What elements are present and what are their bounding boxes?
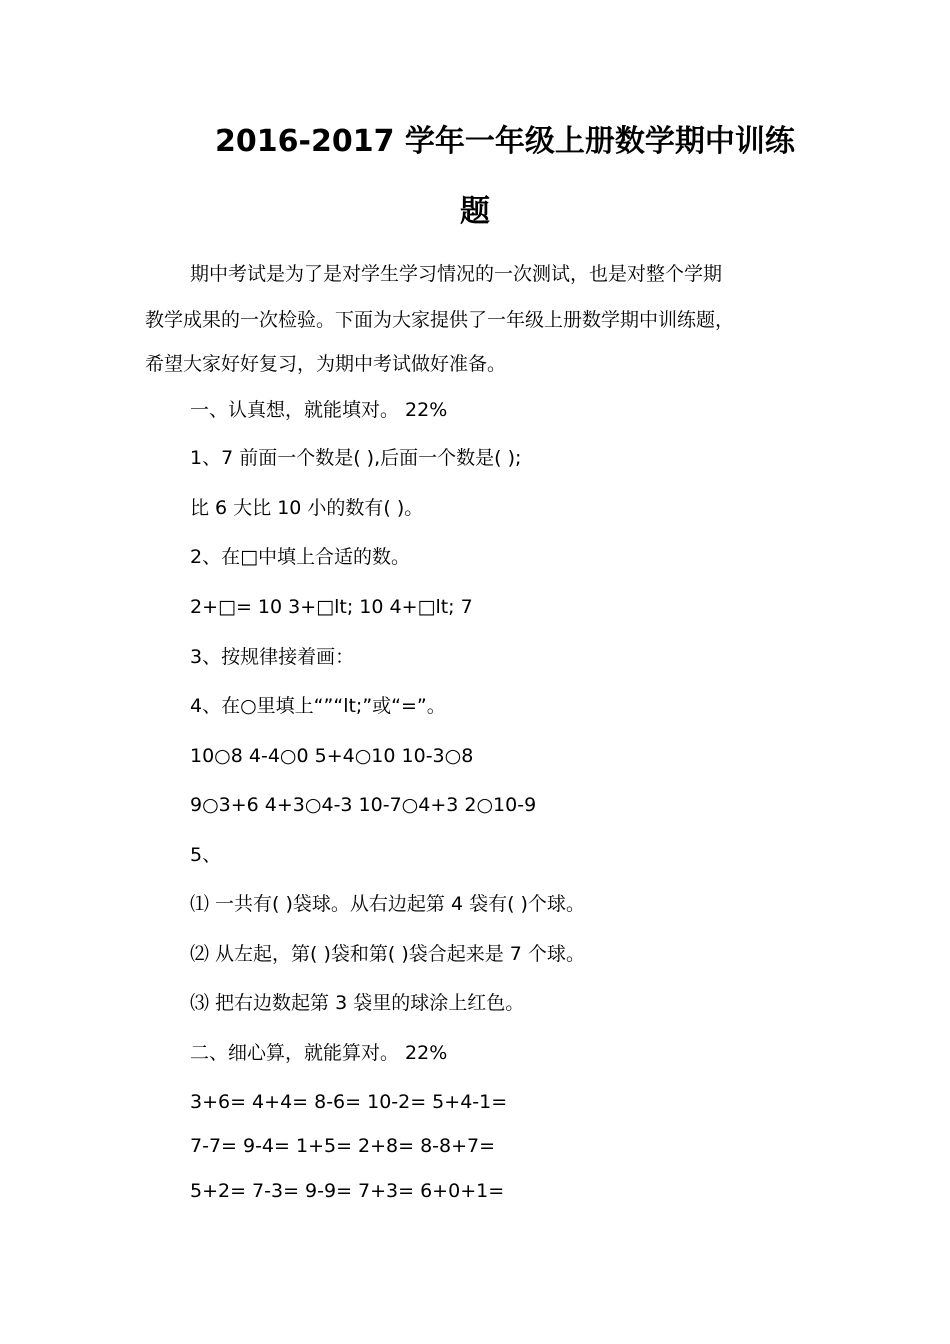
question-line: ⑵ 从左起，第( )袋和第( )袋合起来是 7 个球。 — [190, 943, 585, 965]
arithmetic-row: 3+6= 4+4= 8-6= 10-2= 5+4-1= — [190, 1091, 508, 1113]
question-line: 比 6 大比 10 小的数有( )。 — [190, 497, 424, 519]
document-title-line-1: 2016-2017 学年一年级上册数学期中训练 — [215, 124, 795, 159]
section-heading-1: 一、认真想，就能填对。 22% — [190, 399, 448, 421]
question-line: 5、 — [190, 844, 222, 866]
intro-paragraph-line-3: 希望大家好好复习，为期中考试做好准备。 — [145, 353, 507, 375]
arithmetic-row: 5+2= 7-3= 9-9= 7+3= 6+0+1= — [190, 1180, 505, 1202]
document-title-line-2: 题 — [460, 194, 490, 229]
question-line: 3、按规律接着画： — [190, 646, 355, 668]
question-line: 9○3+6 4+3○4-3 10-7○4+3 2○10-9 — [190, 794, 537, 816]
question-line: ⑶ 把右边数起第 3 袋里的球涂上红色。 — [190, 992, 525, 1014]
section-heading-2: 二、细心算，就能算对。 22% — [190, 1042, 448, 1064]
intro-paragraph-line-1: 期中考试是为了是对学生学习情况的一次测试，也是对整个学期 — [190, 263, 723, 285]
question-line: 1、7 前面一个数是( ),后面一个数是( ); — [190, 447, 522, 469]
arithmetic-row: 7-7= 9-4= 1+5= 2+8= 8-8+7= — [190, 1135, 496, 1157]
question-line: 2、在□中填上合适的数。 — [190, 546, 411, 568]
intro-paragraph-line-2: 教学成果的一次检验。下面为大家提供了一年级上册数学期中训练题， — [145, 309, 735, 331]
question-line: 2+□= 10 3+□lt; 10 4+□lt; 7 — [190, 596, 473, 618]
question-line: 4、在○里填上“”“lt;”或“=”。 — [190, 695, 446, 717]
question-line: ⑴ 一共有( )袋球。从右边起第 4 袋有( )个球。 — [190, 893, 585, 915]
question-line: 10○8 4-4○0 5+4○10 10-3○8 — [190, 745, 474, 767]
